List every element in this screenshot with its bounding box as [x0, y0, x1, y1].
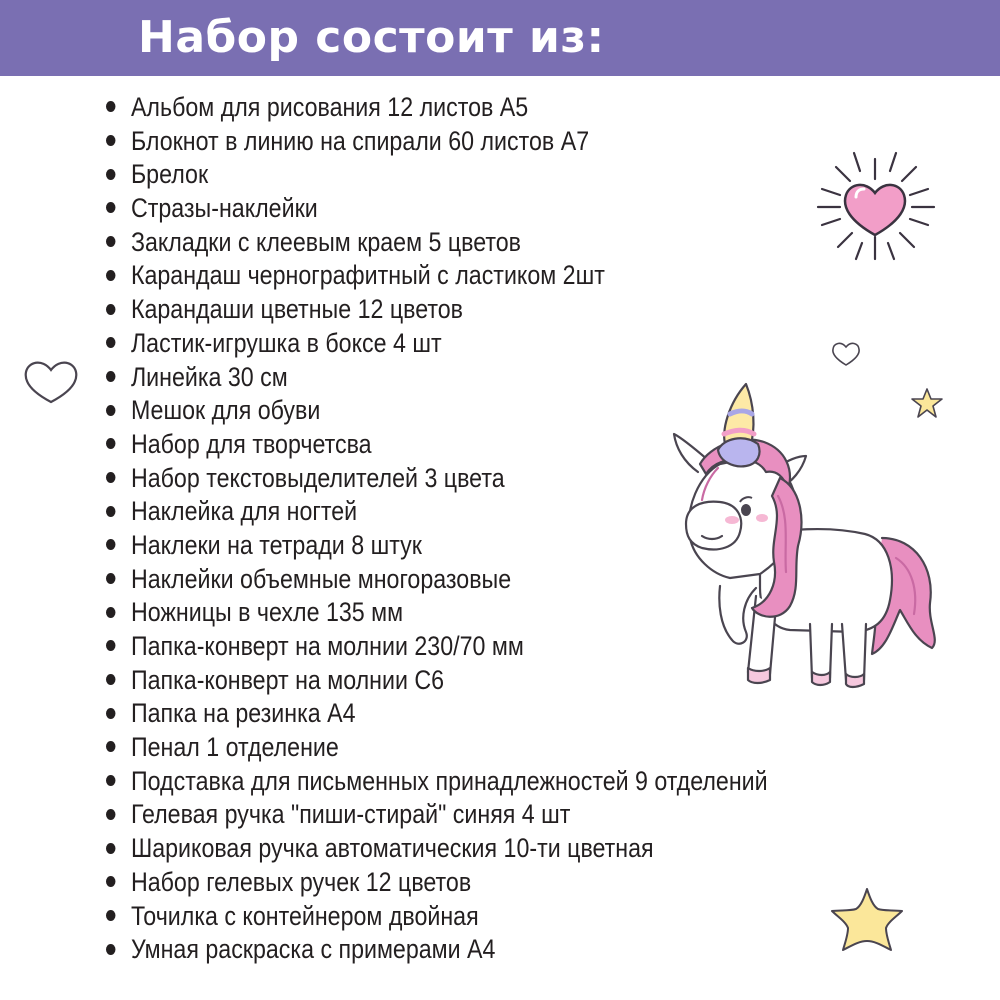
list-item: Брелок — [106, 158, 768, 192]
bullet — [106, 270, 115, 281]
list-item: Пенал 1 отделение — [106, 731, 768, 765]
list-item: Набор текстовыделителей 3 цвета — [106, 462, 768, 496]
bullet — [106, 371, 115, 382]
bullet — [106, 135, 115, 146]
list-item: Подставка для письменных принадлежностей 9 отделений — [106, 765, 768, 799]
bullet — [106, 775, 115, 786]
list-item: Мешок для обуви — [106, 394, 768, 428]
heart-outline-icon — [830, 340, 862, 368]
bullet — [106, 202, 115, 213]
bullet — [106, 573, 115, 584]
bullet — [106, 438, 115, 449]
list-item: Ножницы в чехле 135 мм — [106, 596, 768, 630]
list-item: Блокнот в линию на спирали 60 листов А7 — [106, 125, 768, 159]
bullet — [106, 472, 115, 483]
bullet — [106, 843, 115, 854]
list-item: Набор для творчетсва — [106, 428, 768, 462]
unicorn-illustration — [660, 378, 950, 696]
bullet — [106, 944, 115, 955]
bullet — [106, 674, 115, 685]
list-item: Папка на резинка А4 — [106, 697, 768, 731]
list-item: Закладки с клеевым краем 5 цветов — [106, 226, 768, 260]
list-item: Линейка 30 см — [106, 361, 768, 395]
list-item: Карандаши цветные 12 цветов — [106, 293, 768, 327]
heart-icon — [810, 145, 940, 270]
bullet — [106, 708, 115, 719]
star-icon — [826, 884, 908, 954]
list-item: Гелевая ручка "пиши-стирай" синяя 4 шт — [106, 798, 768, 832]
bullet — [106, 337, 115, 348]
list-item: Папка-конверт на молнии С6 — [106, 664, 768, 698]
list-item: Ластик-игрушка в боксе 4 шт — [106, 327, 768, 361]
list-item: Наклейки объемные многоразовые — [106, 563, 768, 597]
page-title: Набор состоит из: — [138, 12, 605, 63]
bullet — [106, 910, 115, 921]
list-item: Альбом для рисования 12 листов А5 — [106, 91, 768, 125]
bullet — [106, 809, 115, 820]
bullet — [106, 169, 115, 180]
list-item: Умная раскраска с примерами А4 — [106, 933, 768, 967]
bullet — [106, 506, 115, 517]
eye — [741, 504, 751, 516]
list-item: Наклеки на тетради 8 штук — [106, 529, 768, 563]
list-item: Наклейка для ногтей — [106, 495, 768, 529]
bullet — [106, 741, 115, 752]
bullet — [106, 607, 115, 618]
bullet — [106, 101, 115, 112]
bullet — [106, 405, 115, 416]
list-item: Точилка с контейнером двойная — [106, 900, 768, 934]
list-item: Папка-конверт на молнии 230/70 мм — [106, 630, 768, 664]
bullet — [106, 539, 115, 550]
list-item: Стразы-наклейки — [106, 192, 768, 226]
heart-outline-icon — [20, 356, 82, 408]
bullet — [106, 304, 115, 315]
header-banner — [0, 0, 1000, 76]
list-item: Набор гелевых ручек 12 цветов — [106, 866, 768, 900]
bullet — [106, 876, 115, 887]
list-item: Карандаш чернографитный с ластиком 2шт — [106, 259, 768, 293]
bullet — [106, 640, 115, 651]
list-item: Шариковая ручка автоматическия 10-ти цветная — [106, 832, 768, 866]
bullet — [106, 236, 115, 247]
